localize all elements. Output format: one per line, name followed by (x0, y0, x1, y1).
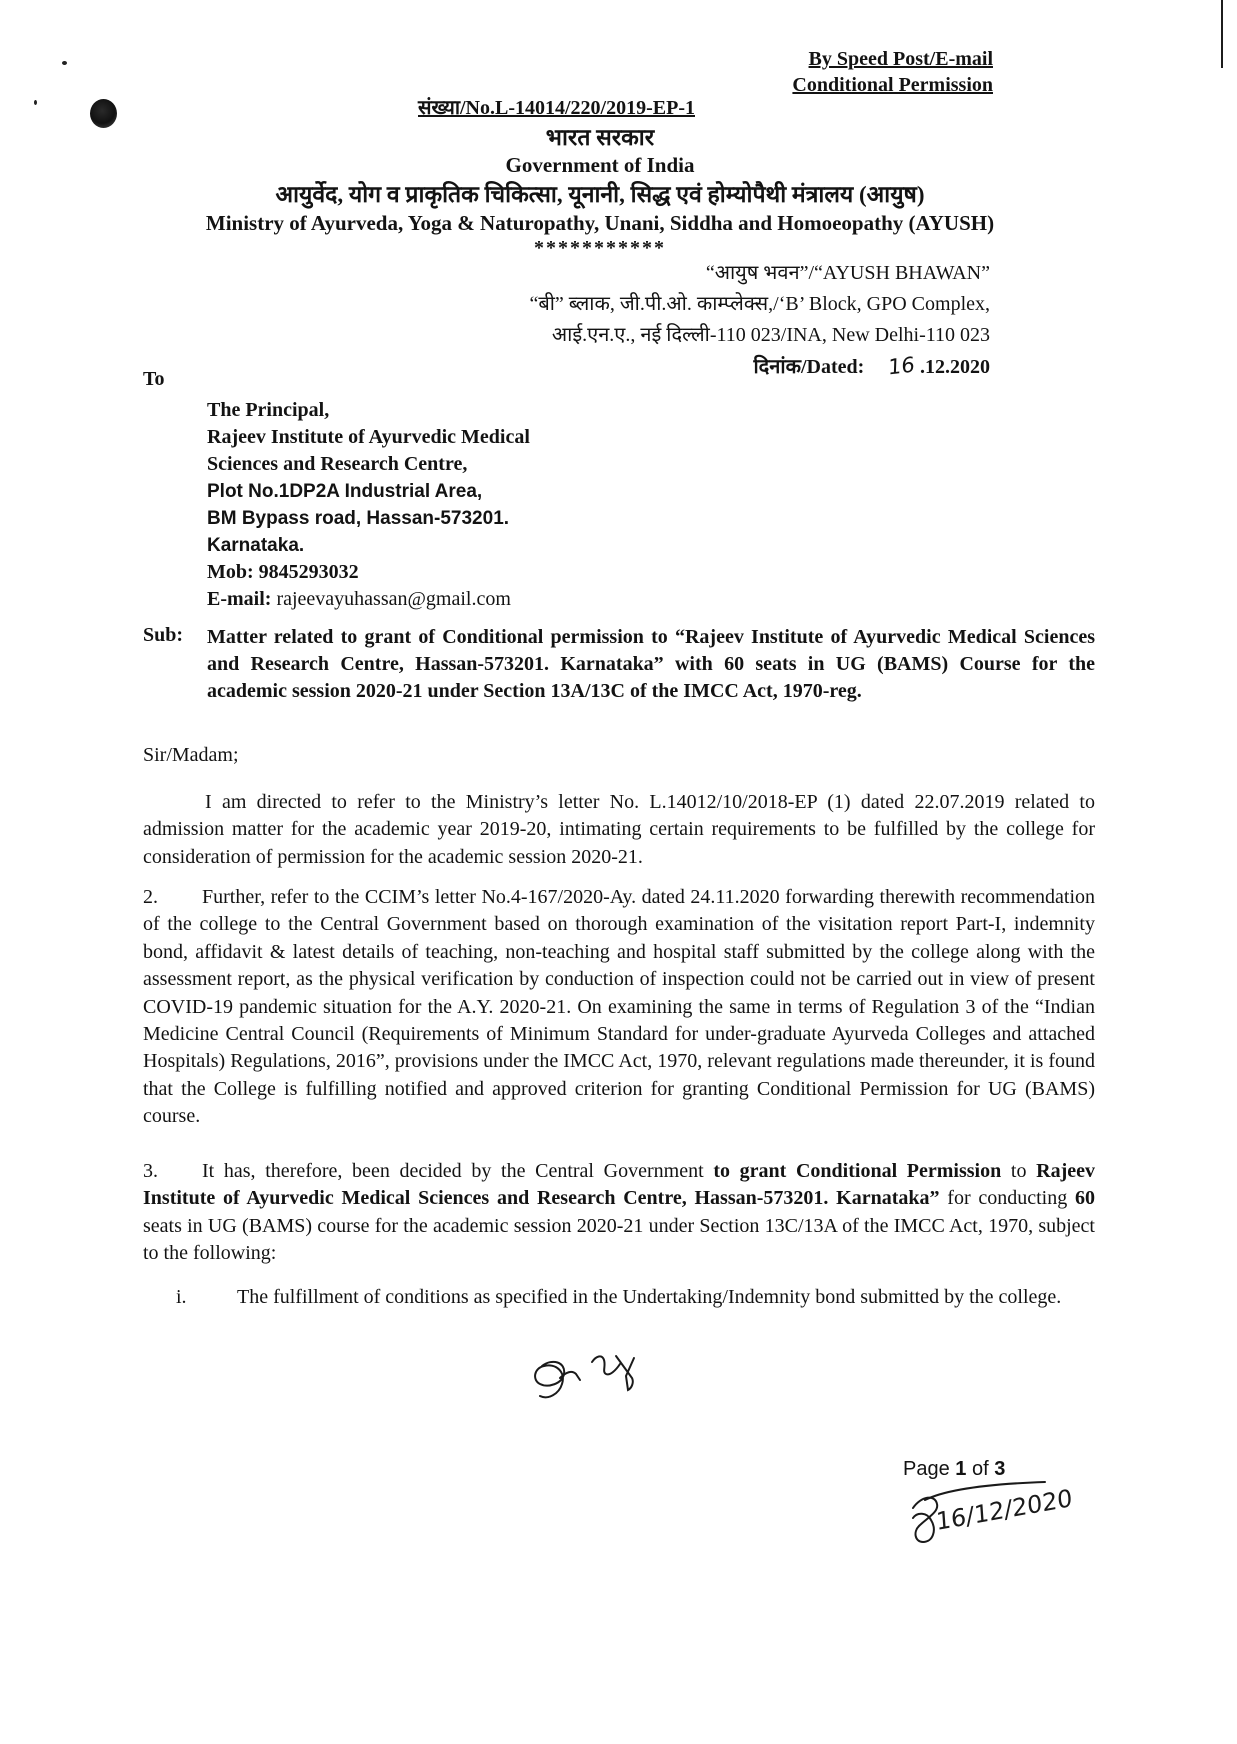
scan-speck (62, 61, 67, 65)
date-line (529, 351, 990, 383)
salutation: Sir/Madam; (143, 744, 239, 766)
paragraph-3-seg-bold: Rajeev Institute of Ayurvedic Medical Sciences and Research Centre, Hassan-573201. Karnataka” (143, 1160, 1095, 1210)
list-item-i-text: The fulfillment of conditions as specified in the Undertaking/Indemnity bond submitted by the college. (237, 1286, 1062, 1308)
subject-label: Sub: (143, 624, 184, 646)
file-number: संख्या/No.L-14014/220/2019-EP-1 (418, 97, 695, 119)
page-word: Page (903, 1458, 950, 1480)
of-word: of (971, 1458, 989, 1480)
recipient-address-block (207, 397, 530, 613)
permission-type-label: Conditional Permission (792, 74, 993, 96)
ministry-title-hindi: आयुर्वेद, योग व प्राकृतिक चिकित्सा, यूनानी, सिद्ध एवं होम्योपैथी मंत्रालय (आयुष) (275, 182, 925, 207)
recipient-line: Karnataka. (207, 535, 305, 556)
paragraph-3-seg: to (1001, 1160, 1037, 1182)
page-current: 1 (955, 1458, 967, 1480)
scan-speck (34, 100, 37, 105)
recipient-line: Sciences and Research Centre, (207, 453, 468, 475)
recipient-mobile: Mob: 9845293032 (207, 561, 359, 583)
email-label: E-mail: (207, 588, 272, 610)
delivery-block (792, 46, 993, 98)
paragraph-3 (143, 1158, 1095, 1268)
delivery-mode-label: By Speed Post/E-mail (808, 48, 993, 70)
page-total: 3 (994, 1458, 1006, 1480)
paragraph-2-text: Further, refer to the CCIM’s letter No.4-167/2020-Ay. dated 24.11.2020 forwarding therewith recommendation of the college to the Central Government based on thorough examination of the visitation report Part-I, indemnity bond, affidavit & latest details of teaching, non-teaching and hospital staff submitted by the college along with the assessment report, as the physical verification by conduction of inspection could not be carried out in view of present COVID-19 pandemic situation for the A.Y. 2020-21. On examining the same in terms of Regulation 3 of the “Indian Medicine Central Council (Requirements of Minimum Standard for under-graduate Ayurveda Colleges and attached Hospitals) Regulations, 2016”, provisions under the IMCC Act, 1970, relevant regulations made thereunder, it is found that the College is fulfilling notified and approved criterion for granting Conditional Permission for UG (BAMS) course. (143, 886, 1095, 1128)
recipient-line: Rajeev Institute of Ayurvedic Medical (207, 426, 530, 448)
date-rest: .12.2020 (920, 356, 990, 378)
paragraph-3-seg: for conducting (939, 1187, 1075, 1210)
signature-scribble (520, 1348, 670, 1418)
paragraph-1: I am directed to refer to the Ministry’s letter No. L.14012/10/2018-EP (1) dated 22.07.2019 related to admission matter for the academic year 2019-20, intimating certain requirements to be fulfilled by the college for consideration of permission for the academic session 2020-21. (143, 791, 1095, 868)
paragraph-3-seg: It has, therefore, been decided by the Central Government (202, 1160, 714, 1182)
recipient-line: Plot No.1DP2A Industrial Area, (207, 481, 483, 502)
list-item-i-number: i. (176, 1286, 187, 1308)
star-separator: *********** (534, 237, 666, 259)
date-label: दिनांक/Dated: (753, 356, 865, 378)
recipient-email-line (207, 586, 530, 613)
scan-artifact-line (1221, 0, 1223, 68)
recipient-line: The Principal, (207, 399, 330, 421)
footer-handwritten-date: 16/12/2020 (935, 1483, 1074, 1537)
email-value: rajeevayuhassan@gmail.com (271, 588, 511, 610)
paragraph-2 (143, 884, 1095, 1131)
government-title-english: Government of India (505, 153, 695, 177)
letterhead (0, 124, 1200, 259)
recipient-line: BM Bypass road, Hassan-573201. (207, 508, 510, 529)
paragraph-3-seg-bold: to grant Conditional Permission (713, 1160, 1002, 1182)
office-address-line: “आयुष भवन”/“AYUSH BHAWAN” (705, 262, 990, 284)
office-address-line: आई.एन.ए., नई दिल्ली-110 023/INA, New Delhi-110 023 (551, 324, 990, 346)
handwritten-date-day: 16 (887, 352, 916, 380)
office-address-line: “बी” ब्लाक, जी.पी.ओ. काम्प्लेक्स,/‘B’ Block, GPO Complex, (529, 293, 990, 315)
government-title-hindi: भारत सरकार (545, 125, 655, 150)
paragraph-3-number: 3. (143, 1160, 158, 1182)
ministry-title-english: Ministry of Ayurveda, Yoga & Naturopathy, Unani, Siddha and Homoeopathy (AYUSH) (205, 211, 995, 235)
paragraph-2-number: 2. (143, 886, 158, 908)
subject-text: Matter related to grant of Conditional permission to “Rajeev Institute of Ayurvedic Medical Sciences and Research Centre, Hassan-573201. Karnataka” with 60 seats in UG (BAMS) Course for the academic session 2020-21 under Section 13A/13C of the IMCC Act, 1970-reg. (207, 626, 1095, 702)
to-label: To (143, 368, 165, 390)
paragraph-3-seg: seats in UG (BAMS) course for the academic session 2020-21 under Section 13C/13A of the IMCC Act, 1970, subject to the following: (143, 1214, 1095, 1265)
office-address-block (529, 258, 990, 383)
paragraph-3-seg-bold: 60 (1075, 1187, 1095, 1210)
